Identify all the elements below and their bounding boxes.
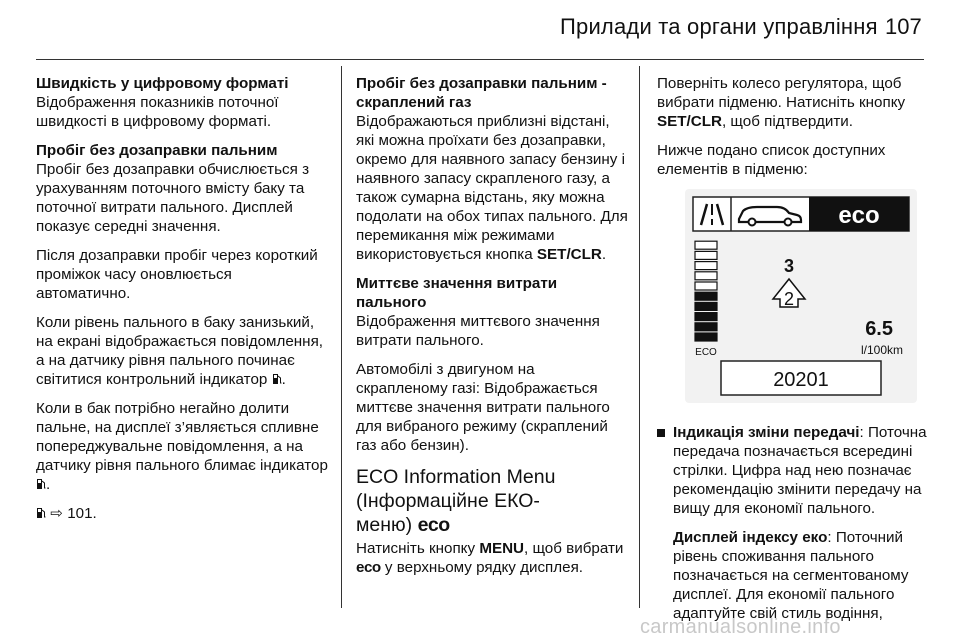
eco-glyph: eco xyxy=(417,514,450,536)
eco-index-segment xyxy=(695,302,717,310)
header-divider xyxy=(36,59,924,60)
bullet-term: Індикація зміни передачі xyxy=(673,424,860,441)
col3-paragraph-1: Поверніть колесо регулятора, щоб вибрати підменю. Натисніть кнопку SET/CLR, щоб підтвердити. xyxy=(657,75,906,130)
odometer-value: 20201 xyxy=(773,369,829,391)
consumption-value: 6.5 xyxy=(865,318,893,340)
bullet-text: Поточний рівень споживання пального позначається на сегментованому дисплеї. Для економії пального адаптуйте свій стиль водіння, xyxy=(673,529,909,622)
list-item: Індикація зміни передачі: Поточна передача позначається всередині стрілки. Цифра над нею позначає рекомендацію змінити передачу на вищу для економії пального. xyxy=(657,423,927,518)
cross-reference[interactable]: ⇨ 101. xyxy=(36,504,328,523)
eco-index-segment xyxy=(695,313,717,321)
speed-text: Відображення показників поточної швидкості в цифровому форматі. xyxy=(36,94,279,130)
bullet-icon xyxy=(657,429,665,437)
bullet-term: Дисплей індексу еко xyxy=(673,529,828,546)
speed-heading: Швидкість у цифровому форматі xyxy=(36,75,289,92)
page-number: 107 xyxy=(885,14,922,39)
eco-index-segment xyxy=(695,323,717,331)
column-1 xyxy=(36,74,328,533)
page-title: Прилади та органи управління xyxy=(560,14,878,39)
col3-paragraph-2: Нижче подано список доступних елементів в підменю: xyxy=(657,142,886,178)
eco-index-label: ECO xyxy=(695,347,717,358)
column-divider-1 xyxy=(341,66,342,608)
fuel-pump-icon xyxy=(273,373,282,385)
instant-paragraph-1: Відображення миттєвого значення витрати пального. xyxy=(356,313,600,349)
instant-paragraph-2: Автомобілі з двигуном на скрапленому газі: Відображається миттєве значення витрати пального для вибраного режиму (скраплений газ або бензин). xyxy=(356,361,610,454)
watermark: carmanualsonline.info xyxy=(640,616,841,638)
fuel-pump-icon xyxy=(37,507,46,519)
eco-text: Натисніть кнопку MENU, щоб вибрати eco у верхньому рядку дисплея. xyxy=(356,540,624,576)
eco-index-segment xyxy=(695,262,717,270)
eco-index-segment xyxy=(695,292,717,300)
lpg-text: Відображаються приблизні відстані, які можна проїхати без дозаправки, окремо для наявного запасу бензину і наявного запасу скрапленого газу, а також сумарна відстань, яку можна подолати на обох типах пального. Для перемикання між режимами використовується кнопка SET/CLR. xyxy=(356,113,628,263)
eco-display-screen xyxy=(685,189,917,403)
eco-index-segment xyxy=(695,251,717,259)
range-paragraph-3: Коли рівень пального в баку занизький, на екрані відображається повідомлення, а на датчику рівня пального починає світитися контрольний індикатор . xyxy=(36,314,324,388)
column-divider-2 xyxy=(639,66,640,608)
range-paragraph-1: Пробіг без дозаправки обчислюється з урахуванням поточного вмісту баку та поточної витрати пального. Дисплей показує середні значення. xyxy=(36,161,310,235)
list-item-continuation: Дисплей індексу еко: Поточний рівень споживання пального позначається на сегментованому дисплеї. Для економії пального адаптуйте свій стиль водіння, xyxy=(673,529,909,622)
range-heading: Пробіг без дозаправки пальним xyxy=(36,142,278,159)
set-clr-button-label: SET/CLR xyxy=(536,246,602,263)
lpg-heading: Пробіг без дозаправки пальним - скраплений газ xyxy=(356,75,607,111)
range-paragraph-2: Після дозаправки пробіг через короткий проміжок часу оновлюється автоматично. xyxy=(36,247,318,302)
range-paragraph-4: Коли в бак потрібно негайно долити пальне, на дисплеї з’являється спливне попереджувальне повідомлення, а на датчику рівня пального блимає індикатор . xyxy=(36,400,328,493)
eco-glyph: eco xyxy=(356,559,381,576)
recommended-gear: 3 xyxy=(783,256,795,276)
eco-index-segment xyxy=(695,282,717,290)
eco-index-segment xyxy=(695,333,717,341)
eco-section-title: ECO Information Menu (Інформаційне ЕКО- меню) eco xyxy=(356,466,556,536)
menu-button-label: MENU xyxy=(479,540,525,557)
eco-index-segment xyxy=(695,241,717,249)
instant-heading: Миттєве значення витрати пального xyxy=(356,275,558,311)
arrow-icon: ⇨ xyxy=(50,505,63,522)
fuel-pump-icon xyxy=(37,478,46,490)
eco-index-segment xyxy=(695,272,717,280)
set-clr-button-label: SET/CLR xyxy=(657,113,722,130)
column-3 xyxy=(657,74,927,633)
eco-display-figure xyxy=(685,189,917,403)
consumption-unit: l/100km xyxy=(860,343,903,357)
tab-eco-label: eco xyxy=(838,202,880,229)
column-2 xyxy=(356,74,630,587)
bullet-text: Поточна передача позначається всередині стрілки. Цифра над нею позначає рекомендацію змінити передачу на вищу для економії пального. xyxy=(673,424,927,517)
current-gear: 2 xyxy=(783,289,795,309)
